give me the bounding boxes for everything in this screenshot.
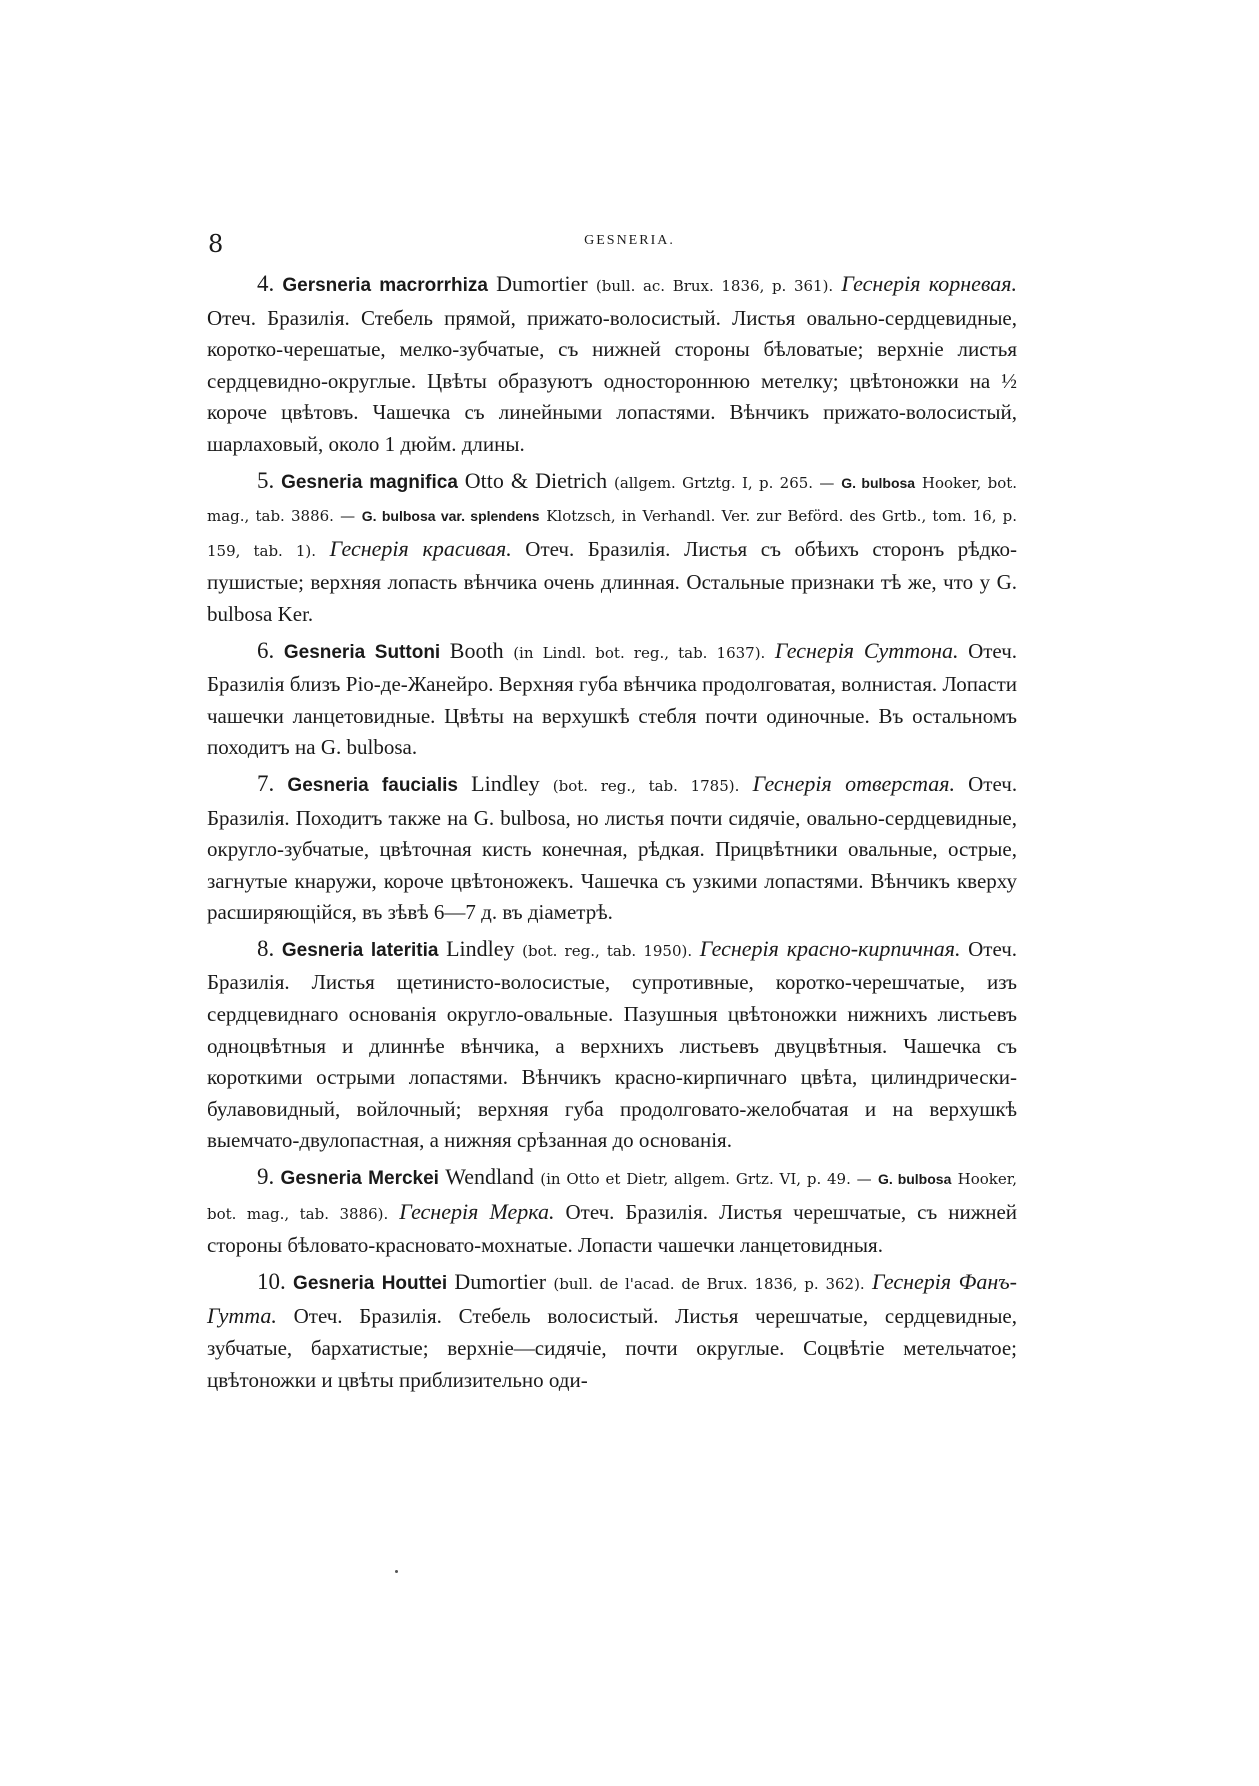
synonym-name: G. bulbosa var. splendens xyxy=(361,508,540,525)
entry-text: Отеч. Бразилія близъ Ріо-де-Жанейро. Верхняя губа вѣнчика продолговатая, волнистая. Лопасти чашечки ланцетовидные. Цвѣты на верхушкѣ стебля почти одиночные. Въ остальномъ походитъ на G. bulbosa. xyxy=(207,638,1018,760)
latin-name: Gesneria Houttei xyxy=(293,1272,448,1294)
entry-5 xyxy=(207,465,1017,631)
author-name: Lindley xyxy=(471,770,540,796)
author-name: Booth xyxy=(449,637,504,663)
russian-name: Геснерія Фанъ-Гутта. xyxy=(207,1268,1018,1329)
page-body xyxy=(207,268,1017,1396)
entry-number: 7. xyxy=(257,770,275,796)
synonym-name: G. bulbosa xyxy=(877,1171,952,1188)
russian-name: Геснерія красно-кирпичная. xyxy=(699,935,961,961)
author-name: Wendland xyxy=(445,1164,534,1190)
latin-name: Gersneria macrorrhiza xyxy=(282,275,488,296)
entry-text: Отеч. Бразилія. Листья съ обѣихъ сторонъ рѣдко-пушистые; верхняя лопасть вѣнчика очень длинная. Остальные признаки тѣ же, что у G. bulbosa Ker. xyxy=(207,536,1017,626)
russian-name: Геснерія Мерка. xyxy=(399,1198,555,1224)
russian-name: Геснерія Суттона. xyxy=(774,637,959,663)
reference: (in Lindl. bot. reg., tab. 1637). xyxy=(513,643,766,662)
reference-continued: Klotzsch, in Verhandl. Ver. zur Beförd. des Grtb., tom. 16, p. 159, tab. 1). xyxy=(207,507,1018,560)
latin-name: Gesneria faucialis xyxy=(287,774,458,796)
entry-text: Отеч. Бразилія. Стебель волосистый. Листья черешчатые, сердцевидные, зубчатые, бархатистые; верхніе—сидячіе, почти округлые. Соцвѣтіе метельчатое; цвѣтоножки и цвѣты приблизительно оди- xyxy=(207,1304,1018,1392)
russian-name: Геснерія корневая. xyxy=(841,271,1018,296)
entry-7 xyxy=(207,768,1017,929)
entry-text: Отеч. Бразилія. Листья черешчатые, съ нижней стороны бѣловато-красновато-мохнатые. Лопасти чашечки ланцетовидныя. xyxy=(207,1199,1018,1258)
author-name: Dumortier xyxy=(454,1268,547,1294)
russian-name: Геснерія отверстая. xyxy=(752,770,955,796)
entry-number: 4. xyxy=(257,271,275,296)
entry-text: Отеч. Бразилія. Стебель прямой, прижато-волосистый. Листья овально-сердцевидные, коротко-черешатые, мелко-зубчатые, съ нижней стороны бѣловатые; верхніе листья сердцевидно-округлые. Цвѣты образуютъ одностороннюю метелку; цвѣтоножки на ½ короче цвѣтовъ. Чашечка съ линейными лопастями. Вѣнчикъ прижато-волосистый, шарлаховый, около 1 дюйм. длины. xyxy=(207,305,1017,456)
russian-name: Геснерія красивая. xyxy=(329,535,512,561)
reference: (in Otto et Dietr, allgem. Grtz. VI, p. 49. — xyxy=(540,1170,872,1189)
entry-4 xyxy=(207,268,1017,461)
page-number: 8 xyxy=(208,230,224,258)
latin-name: Gesneria magnifica xyxy=(281,471,458,493)
entry-8 xyxy=(207,933,1017,1157)
author-name: Otto & Dietrich xyxy=(464,467,608,493)
entry-9 xyxy=(207,1161,1017,1262)
entry-number: 6. xyxy=(257,637,275,663)
reference: (bot. reg., tab. 1785). xyxy=(552,776,740,795)
reference-continued: Hooker, bot. mag., tab. 3886). xyxy=(207,1170,1018,1223)
author-name: Lindley xyxy=(446,935,515,961)
print-speck xyxy=(395,1570,398,1573)
reference: (bull. de l'acad. de Brux. 1836, p. 362). xyxy=(553,1274,865,1293)
reference: (allgem. Grtztg. I, p. 265. — xyxy=(613,473,835,492)
reference: (bull. ac. Brux. 1836, p. 361). xyxy=(595,277,834,295)
latin-name: Gesneria Merckei xyxy=(280,1168,439,1190)
entry-text: Отеч. Бразилія. Листья щетинисто-волосистые, супротивные, коротко-черешчатые, изъ сердцевиднаго основанія округло-овальные. Пазушныя цвѣтоножки нижнихъ листьевъ одноцвѣтныя и длиннѣе вѣнчика, а верхнихъ листьевъ двуцвѣтныя. Чашечка съ короткими острыми лопастями. Вѣнчикъ красно-кирпичнаго цвѣта, цилиндрически-булавовидный, войлочный; верхняя губа продолговато-желобчатая и на верхушкѣ выемчато-двулопастная, а нижняя срѣзанная до основанія. xyxy=(207,936,1018,1153)
author-name: Dumortier xyxy=(496,271,588,296)
reference-continued: Hooker, bot. mag., tab. 3886. — xyxy=(207,473,1018,526)
entry-number: 5. xyxy=(257,467,275,493)
latin-name: Gesneria lateritia xyxy=(281,939,439,961)
running-title: GESNERIA. xyxy=(584,233,675,248)
synonym-name: G. bulbosa xyxy=(841,474,916,491)
reference: (bot. reg., tab. 1950). xyxy=(522,941,693,960)
entry-number: 9. xyxy=(257,1164,275,1190)
entry-text: Отеч. Бразилія. Походитъ также на G. bulbosa, но листья почти сидячіе, овально-сердцевидные, округло-зубчатые, цвѣточная кисть конечная, рѣдкая. Прицвѣтники овальные, острые, загнутые кнаружи, короче цвѣтоножекъ. Чашечка съ узкими лопастями. Вѣнчикъ кверху расширяющійся, въ зѣвѣ 6—7 д. въ діаметрѣ. xyxy=(207,771,1018,925)
entry-6 xyxy=(207,635,1017,764)
entry-10 xyxy=(207,1266,1017,1396)
entry-number: 8. xyxy=(257,935,275,961)
latin-name: Gesneria Suttoni xyxy=(283,641,441,663)
entry-number: 10. xyxy=(257,1268,286,1294)
